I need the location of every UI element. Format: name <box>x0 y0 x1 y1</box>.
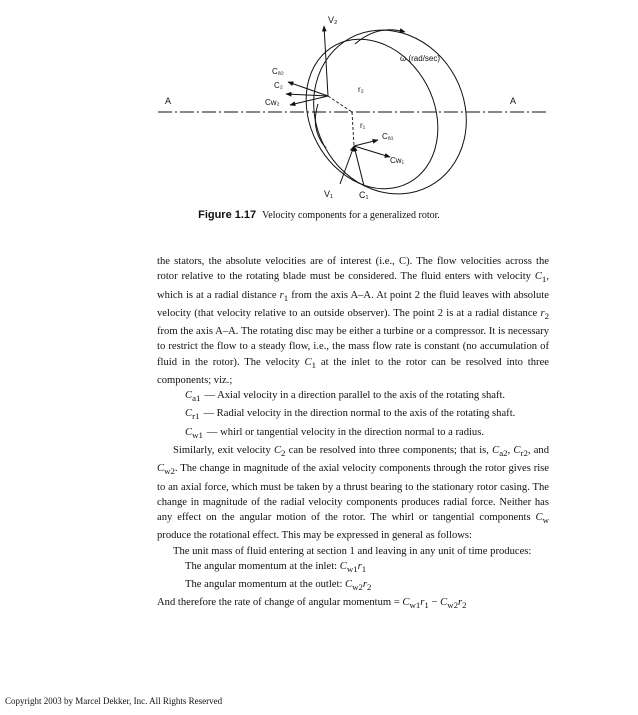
text: produce the rotational effect. This may be expressed in general as follows: <box>157 530 472 542</box>
label-c1: C₁ <box>359 190 369 200</box>
subscript: a2 <box>499 448 508 459</box>
subscript: 2 <box>544 310 549 321</box>
variable: C <box>304 356 312 368</box>
subscript: 1 <box>283 292 289 303</box>
definition-cr1 <box>185 406 549 424</box>
definition-ca1 <box>185 388 549 406</box>
text: can be resolved into three components; that is, <box>285 445 493 456</box>
variable: C <box>339 560 347 572</box>
label-ca2: Cₐ₂ <box>272 67 284 76</box>
variable: C <box>185 426 193 438</box>
subscript: 1 <box>361 563 367 574</box>
label-r2: r₂ <box>358 85 364 94</box>
variable: C <box>535 512 543 524</box>
text: at the inlet to the rotor can be resolved into three components; viz.; <box>157 356 549 386</box>
label-a-right: A <box>510 96 517 106</box>
subscript: w <box>542 515 549 526</box>
variable: r <box>540 307 545 319</box>
subscript: w2 <box>352 582 363 593</box>
text: , <box>507 445 514 456</box>
ca1-arrow <box>354 140 378 146</box>
paragraph-2 <box>157 443 549 544</box>
variable: r <box>279 289 284 301</box>
caption-text: Velocity components for a generalized rotor. <box>262 210 440 221</box>
rotor-diagram <box>150 12 550 202</box>
subscript: w2 <box>447 600 458 611</box>
cw1-arrow <box>354 146 390 157</box>
r2-line <box>328 96 352 112</box>
definition-text: — Radial velocity in the direction normal to the axis of the rotating shaft. <box>203 408 516 420</box>
body-text <box>157 254 549 614</box>
subscript: w1 <box>346 563 358 574</box>
definition-text: — Axial velocity in a direction parallel to the axis of the rotating shaft. <box>204 390 506 402</box>
v2-arrow <box>324 26 328 96</box>
definition-text: — whirl or tangential velocity in the direction normal to a radius. <box>206 426 485 438</box>
subscript: r1 <box>192 411 200 422</box>
r1-line <box>352 112 354 146</box>
subscript: w1 <box>409 600 421 611</box>
variable: C <box>157 463 165 475</box>
text: And therefore the rate of change of angular momentum = <box>157 597 403 609</box>
subscript: r2 <box>520 448 528 459</box>
variable: C <box>185 408 193 420</box>
text: The angular momentum at the outlet: <box>185 579 346 591</box>
text: from the axis A–A. The rotating disc may be either a turbine or a compressor. It is necessary to restrict the flow to a steady flow, i.e., the mass flow rate is constant (no accumulation of fluid in the rotor). The velocity <box>157 326 549 368</box>
text: , which is at a radial distance <box>157 271 549 301</box>
subscript: 1 <box>541 274 547 285</box>
definition-cw1 <box>185 425 549 443</box>
label-omega: ω (rad/sec) <box>400 54 441 63</box>
cw2-arrow <box>290 96 328 105</box>
figure-number: Figure 1.17 <box>198 209 257 221</box>
text: The angular momentum at the inlet: <box>185 560 340 572</box>
variable: C <box>185 390 193 402</box>
label-v2: V₂ <box>328 15 338 25</box>
label-v1: V₁ <box>324 189 334 199</box>
subscript: w1 <box>192 429 203 440</box>
variable: C <box>440 597 448 609</box>
label-c2: C₂ <box>274 81 283 90</box>
label-cw2: Cw₂ <box>265 98 280 107</box>
variable: C <box>513 445 521 456</box>
subscript: 1 <box>424 600 429 611</box>
variable: r <box>362 579 368 591</box>
subscript: 2 <box>367 582 372 593</box>
operator: − <box>428 597 441 609</box>
text: . The change in magnitude of the axial velocity components through the rotor gives rise to an axial force, which must be taken by a thrust bearing to the stationary rotor casing. The change in magnitude of the radial velocity components produces radial force. Neither has any effect on the angular motion of the rotor. The whirl or tangential components <box>157 463 549 524</box>
text: from the axis A–A. At point 2 the fluid leaves with absolute velocity (that velocity relative to an outside observer). The point 2 is at a radial distance <box>157 289 549 319</box>
paragraph-1 <box>157 254 549 388</box>
equation-rate-of-change <box>157 595 549 613</box>
variable: r <box>458 597 463 609</box>
equation-outlet <box>185 577 549 595</box>
figure-caption <box>0 209 638 221</box>
variable: C <box>273 445 282 456</box>
subscript: w2 <box>164 466 175 477</box>
variable: C <box>534 271 542 283</box>
rotor-velocity-figure <box>150 12 550 202</box>
variable: C <box>345 579 353 591</box>
rotor-disc-inner <box>281 16 464 202</box>
subscript: 1 <box>311 359 317 370</box>
rotor-hub <box>315 104 326 148</box>
subscript: 2 <box>281 448 286 459</box>
variable: r <box>420 597 425 609</box>
paragraph-3: The unit mass of fluid entering at section 1 and leaving in any unit of time produces: <box>173 545 532 557</box>
label-cw1: Cw₁ <box>390 156 405 165</box>
equation-inlet <box>185 559 549 577</box>
variable: r <box>357 560 362 572</box>
c1-arrow <box>354 146 364 186</box>
label-r1: r₁ <box>360 121 366 130</box>
subscript: 2 <box>462 600 467 611</box>
label-a-left: A <box>165 96 172 106</box>
label-ca1: Cₐ₁ <box>382 132 394 141</box>
subscript: a1 <box>192 393 201 404</box>
copyright-notice: Copyright 2003 by Marcel Dekker, Inc. All Rights Reserved <box>5 696 223 706</box>
text: Similarly, exit velocity <box>173 445 274 456</box>
text: the stators, the absolute velocities are of interest (i.e., C). The flow velocities across the rotor relative to the rotating blade must be considered. The fluid enters with velocity <box>157 256 549 283</box>
variable: C <box>402 597 410 609</box>
variable: C <box>492 445 500 456</box>
text: , and <box>527 445 549 456</box>
